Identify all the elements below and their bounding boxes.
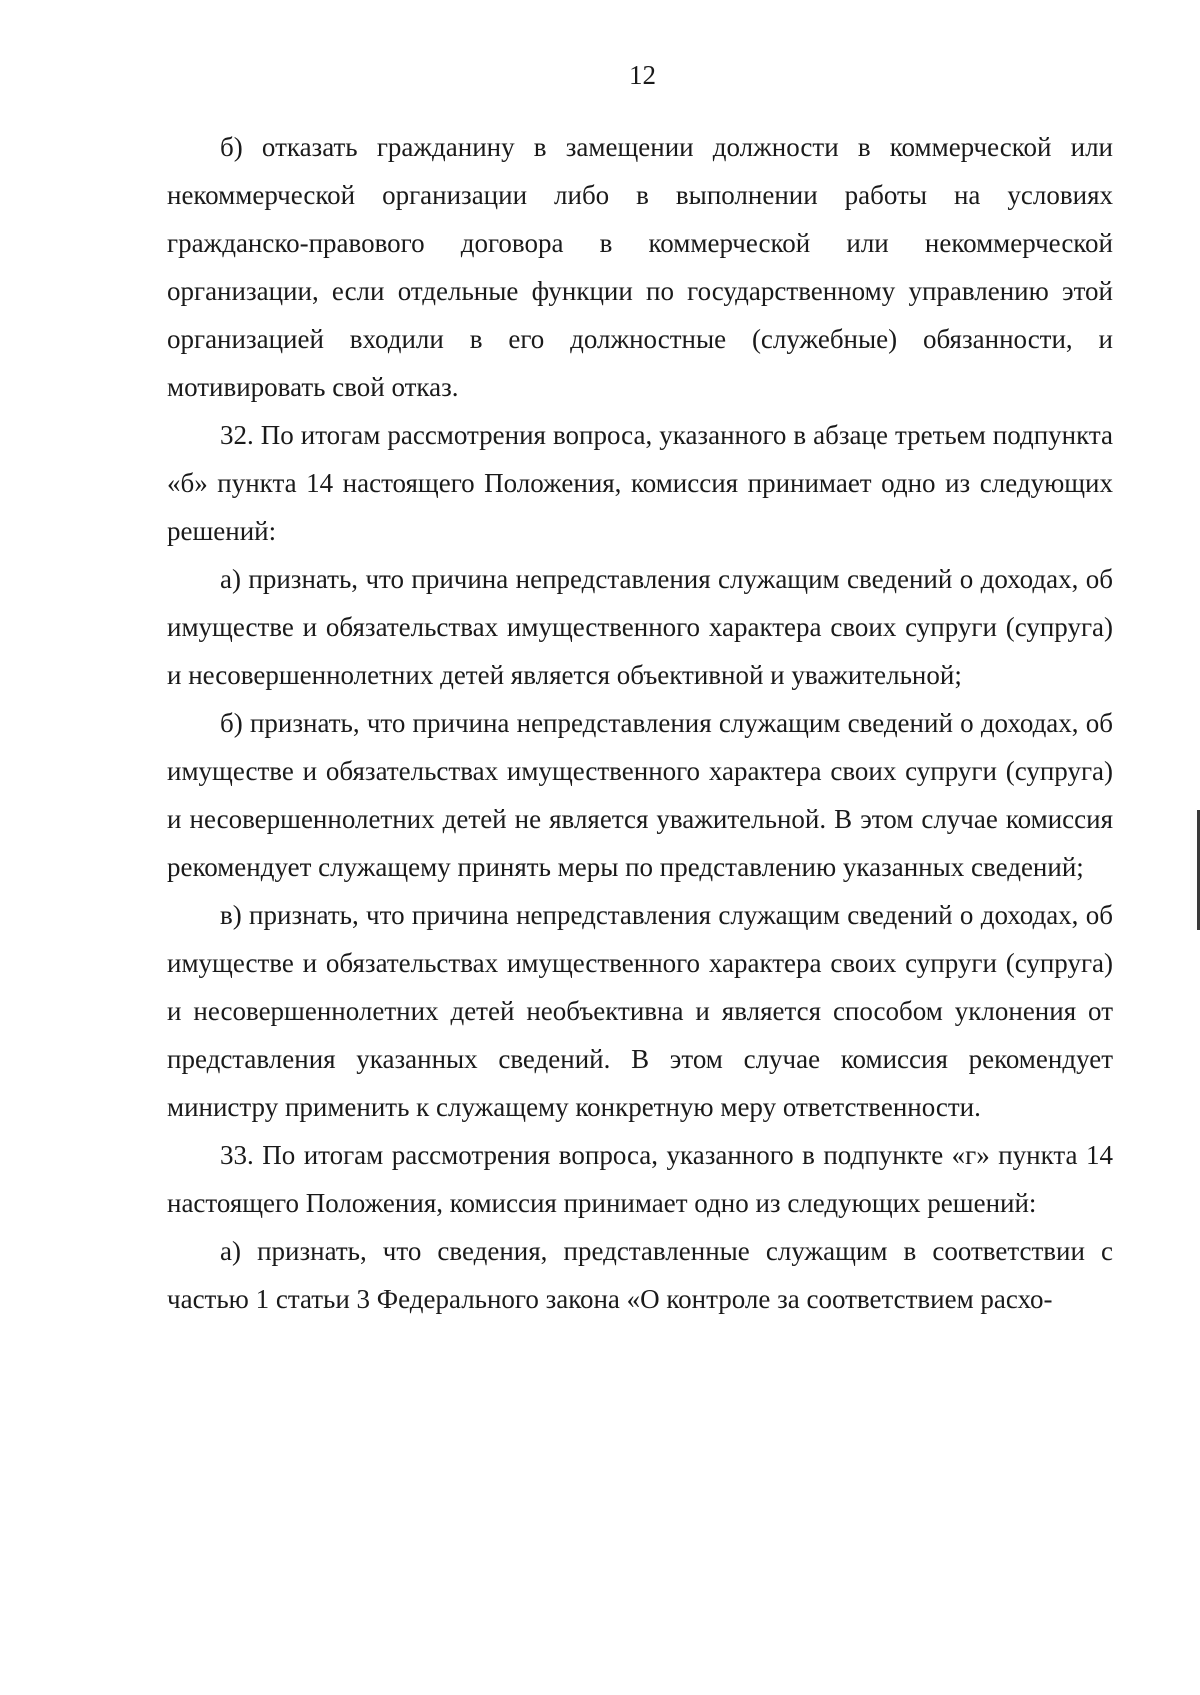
paragraph-32-a: а) признать, что причина непредставления служащим сведений о доходах, об имуществе и обязательствах имущественного характера своих супруги (супруга) и несовершеннолетних детей является объективной и уважительной; [167, 564, 1113, 690]
paragraph-32-b: б) признать, что причина непредставления служащим сведений о доходах, об имуществе и обязательствах имущественного характера своих супруги (супруга) и несовершеннолетних детей не является уважительной. В этом случае комиссия рекомендует служащему принять меры по представлению указанных сведений; [167, 708, 1113, 882]
page-number: 12 [629, 60, 656, 90]
paragraph-33: 33. По итогам рассмотрения вопроса, указанного в подпункте «г» пункта 14 настоящего Положения, комиссия принимает одно из следующих решений: [167, 1140, 1113, 1218]
paragraph-32-v: в) признать, что причина непредставления служащим сведений о доходах, об имуществе и обязательствах имущественного характера своих супруги (супруга) и несовершеннолетних детей необъективна и является способом уклонения от представления указанных сведений. В этом случае комиссия рекомендует министру применить к служащему конкретную меру ответственности. [167, 900, 1113, 1122]
paragraph-b-refuse: б) отказать гражданину в замещении должности в коммерческой или некоммерческой организации либо в выполнении работы на условиях гражданско-правового договора в коммерческой или некоммерческой организации, если отдельные функции по государственному управлению этой организацией входили в его должностные (служебные) обязанности, и мотивировать свой отказ. [167, 132, 1113, 402]
paragraph-32: 32. По итогам рассмотрения вопроса, указанного в абзаце третьем подпункта «б» пункта 14 настоящего Положения, комиссия принимает одно из следующих решений: [167, 420, 1113, 546]
document-body [167, 123, 1113, 1323]
paragraph-33-a: а) признать, что сведения, представленные служащим в соответствии с частью 1 статьи 3 Федерального закона «О контроле за соответствием расхо- [167, 1236, 1113, 1314]
